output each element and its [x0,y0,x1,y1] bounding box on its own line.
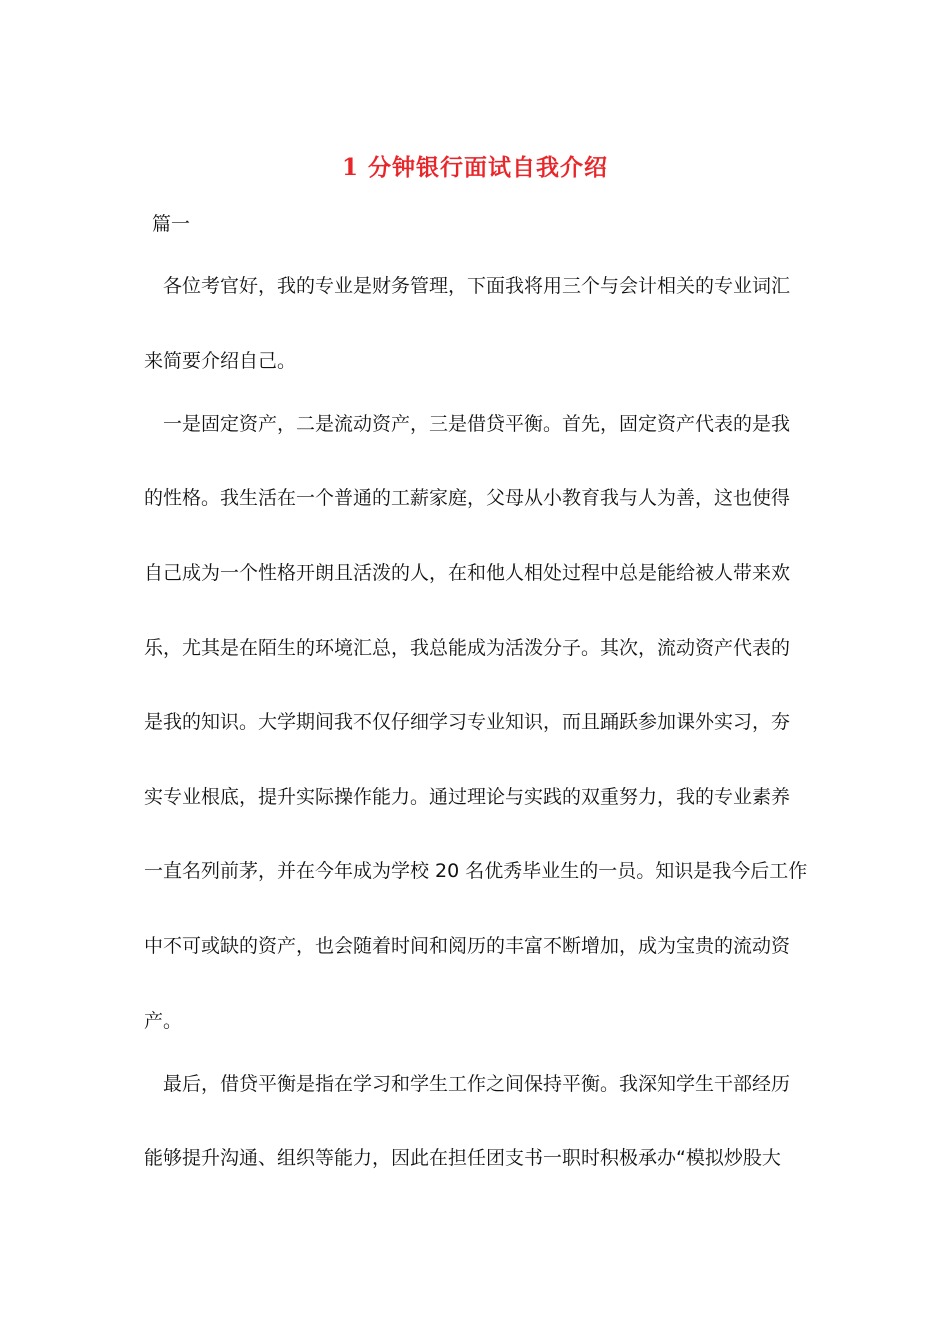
document-title: 1 分钟银行面试自我介绍 [341,154,608,181]
paragraph-line: 来简要介绍自己。 [144,350,297,372]
paragraph-line: 乐，尤其是在陌生的环境汇总，我总能成为活泼分子。其次，流动资产代表的 [144,637,791,659]
section-heading: 篇一 [152,213,191,235]
paragraph-line: 一直名列前茅，并在今年成为学校 20 名优秀毕业生的一员。知识是我今后工作 [144,860,808,882]
paragraph-line: 实专业根底，提升实际操作能力。通过理论与实践的双重努力，我的专业素养 [144,786,791,808]
paragraph-line: 的性格。我生活在一个普通的工薪家庭，父母从小教育我与人为善，这也使得 [144,487,791,509]
paragraph-line: 产。 [144,1010,183,1032]
paragraph-line: 一是固定资产，二是流动资产，三是借贷平衡。首先，固定资产代表的是我 [163,413,791,435]
paragraph-line: 是我的知识。大学期间我不仅仔细学习专业知识，而且踊跃参加课外实习，夯 [144,711,791,733]
paragraph-line: 自己成为一个性格开朗且活泼的人，在和他人相处过程中总是能给被人带来欢 [144,562,791,584]
paragraph-line: 各位考官好，我的专业是财务管理，下面我将用三个与会计相关的专业词汇 [163,275,791,297]
paragraph-line: 最后，借贷平衡是指在学习和学生工作之间保持平衡。我深知学生干部经历 [163,1073,791,1095]
paragraph-line: 中不可或缺的资产，也会随着时间和阅历的丰富不断增加，成为宝贵的流动资 [144,935,791,957]
paragraph-line: 能够提升沟通、组织等能力，因此在担任团支书一职时积极承办“模拟炒股大 [144,1147,781,1169]
